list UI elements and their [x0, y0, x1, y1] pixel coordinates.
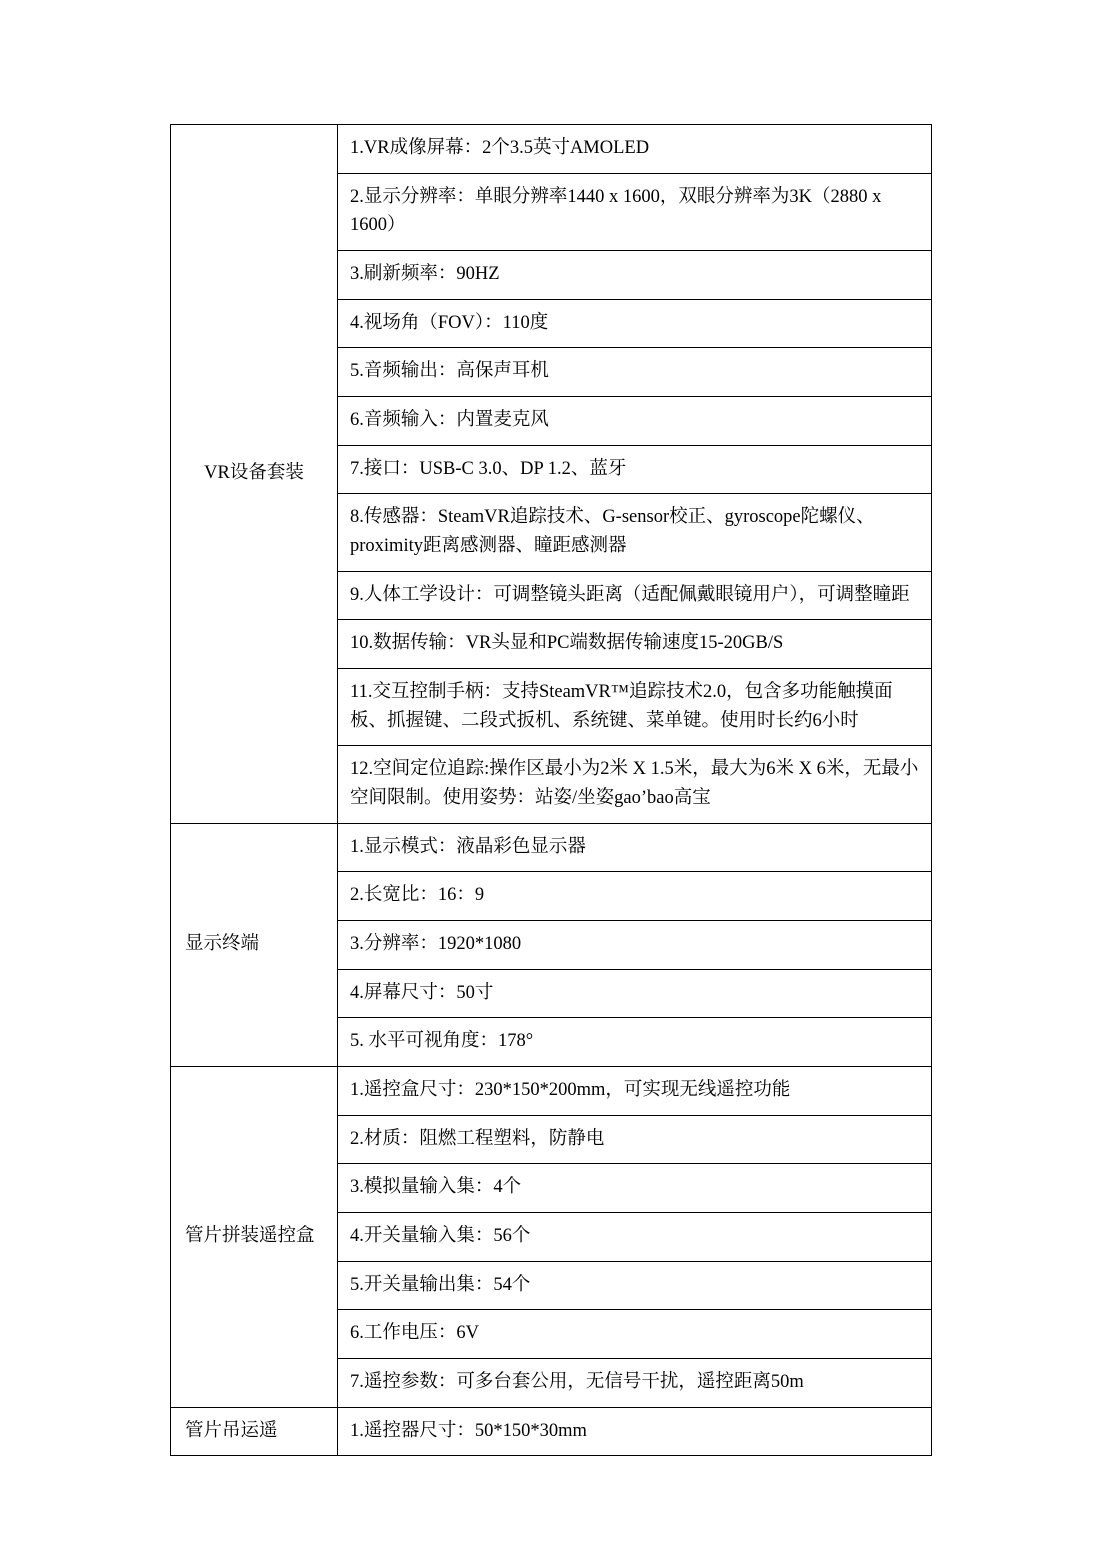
spec-item: 3.刷新频率：90HZ [338, 251, 932, 300]
category-cell: 显示终端 [171, 823, 338, 1066]
category-cell: 管片吊运遥 [171, 1407, 338, 1456]
spec-item: 5.开关量输出集：54个 [338, 1261, 932, 1310]
spec-item: 2.长宽比：16：9 [338, 872, 932, 921]
spec-item: 7.遥控参数：可多台套公用，无信号干扰，遥控距离50m [338, 1359, 932, 1408]
spec-item: 1.VR成像屏幕：2个3.5英寸AMOLED [338, 125, 932, 174]
table-row [171, 125, 932, 174]
table-row [171, 823, 932, 872]
spec-item: 2.材质：阻燃工程塑料，防静电 [338, 1115, 932, 1164]
spec-item: 9.人体工学设计：可调整镜头距离（适配佩戴眼镜用户），可调整瞳距 [338, 571, 932, 620]
spec-item: 12.空间定位追踪:操作区最小为2米 X 1.5米，最大为6米 X 6米，无最小空间限制。使用姿势：站姿/坐姿gao’bao高宝 [338, 746, 932, 823]
table-body [171, 125, 932, 1456]
category-cell: VR设备套装 [171, 125, 338, 824]
spec-item: 10.数据传输：VR头显和PC端数据传输速度15-20GB/S [338, 620, 932, 669]
spec-item: 4.屏幕尺寸：50寸 [338, 969, 932, 1018]
specification-table [170, 124, 932, 1456]
spec-item: 7.接口：USB-C 3.0、DP 1.2、蓝牙 [338, 445, 932, 494]
category-cell: 管片拼装遥控盒 [171, 1067, 338, 1408]
spec-item: 4.视场角（FOV）：110度 [338, 299, 932, 348]
spec-item: 1.显示模式：液晶彩色显示器 [338, 823, 932, 872]
spec-item: 3.模拟量输入集：4个 [338, 1164, 932, 1213]
spec-item: 5.音频输出：高保声耳机 [338, 348, 932, 397]
spec-item: 1.遥控盒尺寸：230*150*200mm，可实现无线遥控功能 [338, 1067, 932, 1116]
spec-item: 11.交互控制手柄：支持SteamVR™追踪技术2.0，包含多功能触摸面板、抓握键、二段式扳机、系统键、菜单键。使用时长约6小时 [338, 669, 932, 746]
spec-item: 6.工作电压：6V [338, 1310, 932, 1359]
spec-item: 5. 水平可视角度：178° [338, 1018, 932, 1067]
spec-item: 3.分辨率：1920*1080 [338, 921, 932, 970]
table-row [171, 1407, 932, 1456]
spec-item: 4.开关量输入集：56个 [338, 1213, 932, 1262]
table-row [171, 1067, 932, 1116]
spec-item: 2.显示分辨率：单眼分辨率1440 x 1600，双眼分辨率为3K（2880 x 1600） [338, 173, 932, 250]
spec-item: 6.音频输入：内置麦克风 [338, 397, 932, 446]
spec-item: 8.传感器：SteamVR追踪技术、G-sensor校正、gyroscope陀螺仪、proximity距离感测器、瞳距感测器 [338, 494, 932, 571]
spec-item: 1.遥控器尺寸：50*150*30mm [338, 1407, 932, 1456]
